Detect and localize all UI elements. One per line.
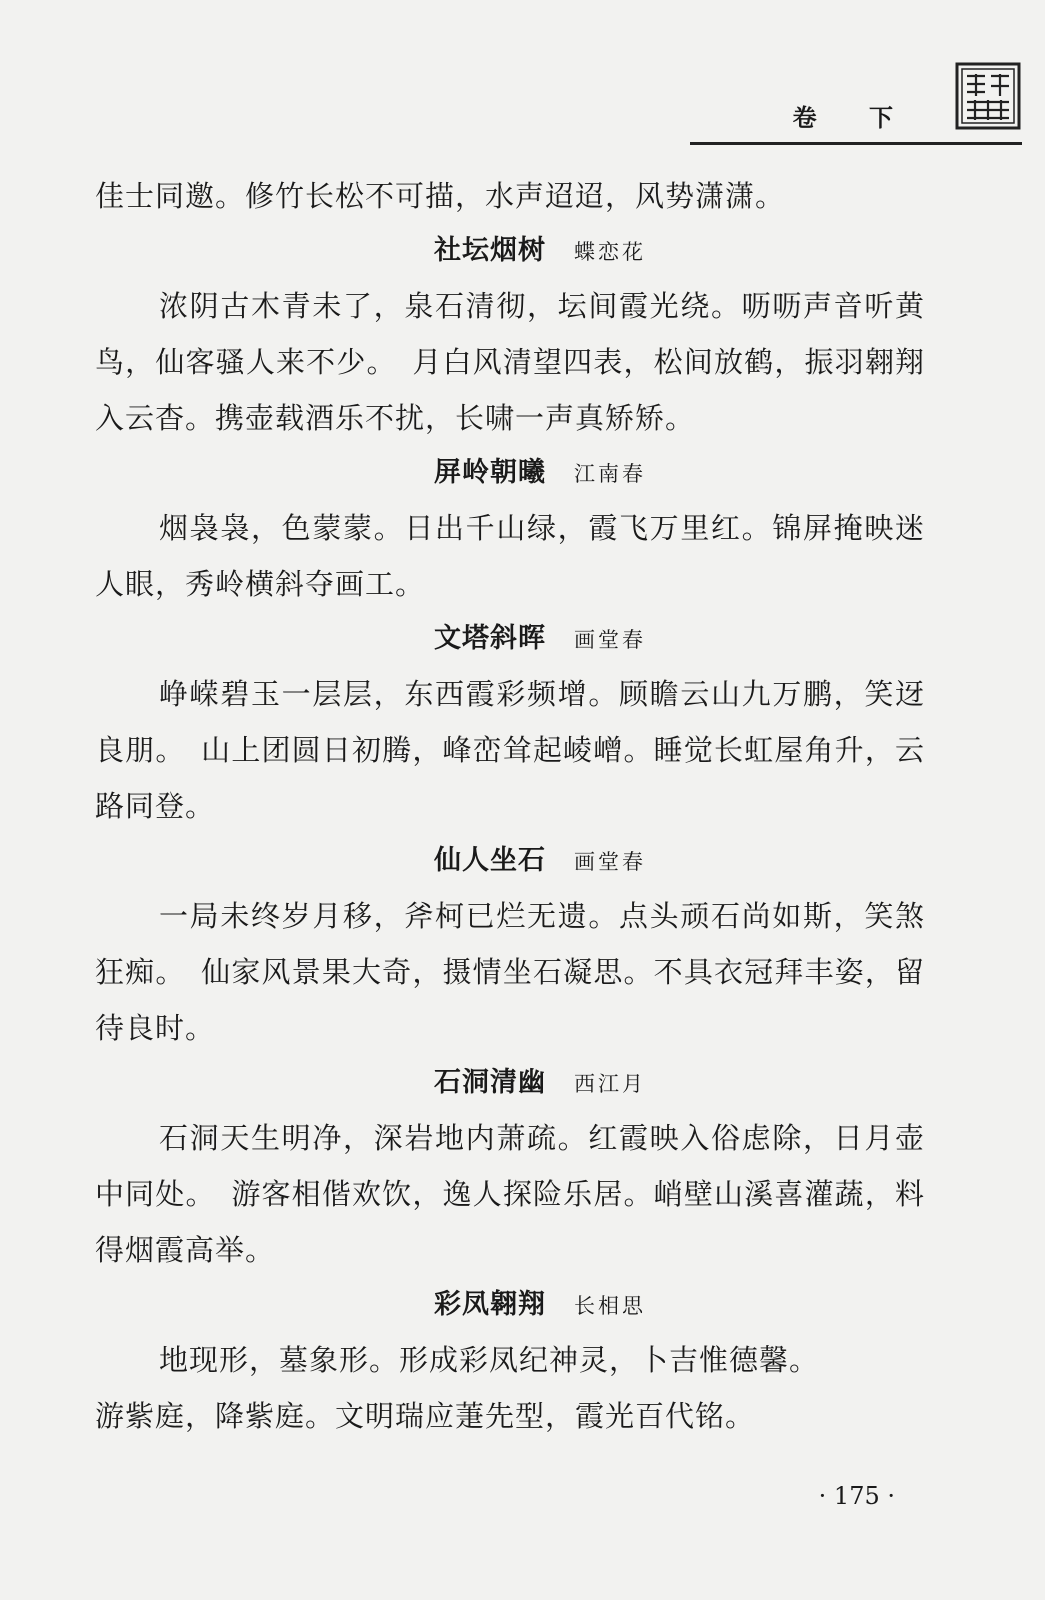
poem [95,1278,925,1444]
poem-text: 浓阴古木青未了，泉石清彻，坛间霞光绕。呖呖声音听黄鸟，仙客骚人来不少。 月白风清望四表，松间放鹤，振羽翱翔入云杳。携壶载酒乐不扰，长啸一声真矫矫。 [95,289,925,435]
poem [95,612,925,834]
opening-line: 佳士同邀。修竹长松不可描，水声迢迢，风势潇潇。 [95,179,786,213]
poem-title: 社坛烟树 [434,235,546,266]
poem-heading [95,224,925,278]
poem-title: 文塔斜晖 [434,623,546,654]
poem-text: 地现形，墓象形。形成彩凤纪神灵，卜吉惟德馨。 [159,1343,820,1377]
poem-title: 石洞清幽 [434,1067,546,1098]
section-header: 卷 下 [792,104,915,132]
poem-text: 游紫庭，降紫庭。文明瑞应萐先型，霞光百代铭。 [95,1399,756,1433]
poem-tune: 画堂春 [574,850,646,874]
poem [95,446,925,612]
header-divider [690,142,1022,145]
poem-tune: 蝶恋花 [574,240,646,264]
poem-title: 彩凤翱翔 [434,1289,546,1320]
poem-heading [95,1056,925,1110]
poem-text: 石洞天生明净，深岩地内萧疏。红霞映入俗虑除，日月壶中同处。 游客相偕欢饮，逸人探险乐居。峭壁山溪喜灌蔬，料得烟霞高举。 [95,1121,925,1267]
poem-tune: 西江月 [574,1072,646,1096]
poem [95,224,925,446]
poem-text: 烟袅袅，色蒙蒙。日出千山绿，霞飞万里红。锦屏掩映迷人眼，秀岭横斜夺画工。 [95,511,925,601]
poem-title: 屏岭朝曦 [434,457,546,488]
seal-stamp-icon [955,62,1021,130]
page-content [95,168,925,1444]
poem [95,834,925,1056]
poem-tune: 长相思 [574,1294,646,1318]
poem-text: 峥嵘碧玉一层层，东西霞彩频增。顾瞻云山九万鹏，笑迓良朋。 山上团圆日初腾，峰峦耸起崚嶒。睡觉长虹屋角升，云路同登。 [95,677,925,823]
poem-heading [95,446,925,500]
poem-heading [95,834,925,888]
poem-title: 仙人坐石 [434,845,546,876]
poem-tune: 江南春 [574,462,646,486]
poem-heading [95,1278,925,1332]
poem-text: 一局未终岁月移，斧柯已烂无遗。点头顽石尚如斯，笑煞狂痴。 仙家风景果大奇，摄情坐石凝思。不具衣冠拜丰姿，留待良时。 [95,899,925,1045]
page-number: · 175 · [818,1482,895,1510]
poem [95,1056,925,1278]
poem-tune: 画堂春 [574,628,646,652]
poem-heading [95,612,925,666]
